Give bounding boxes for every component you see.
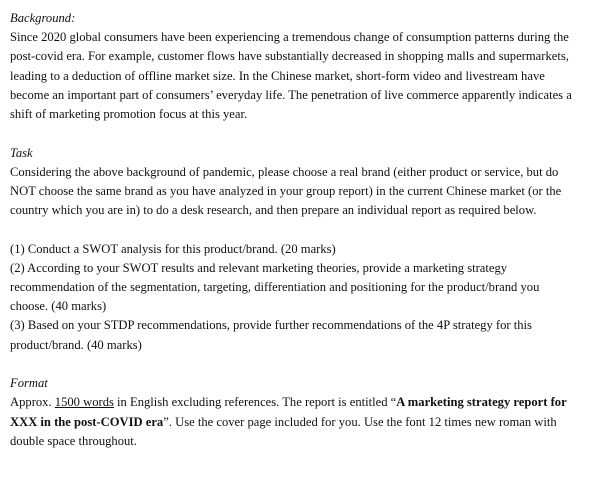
task-item-3: (3) Based on your STDP recommendations, provide further recommendations of the 4P strategy for this product/brand. (40 marks) xyxy=(10,318,532,352)
format-approx-text: Approx. xyxy=(10,395,55,410)
spacer xyxy=(10,124,576,143)
format-mid-text: in English excluding references. The report is entitled “ xyxy=(113,395,397,410)
spacer xyxy=(10,355,576,374)
spacer xyxy=(10,220,576,239)
task-heading: Task xyxy=(10,145,33,160)
format-paragraph xyxy=(10,393,576,451)
format-heading: Format xyxy=(10,376,48,391)
assignment-document xyxy=(10,9,576,451)
report-title-text: A marketing strategy report for XXX in the post-COVID era xyxy=(10,395,567,429)
background-paragraph: Since 2020 global consumers have been experiencing a tremendous change of consumption patterns during the post-covid era. For example, customer flows have substantially decreased in shopping malls and supermarkets, leading to a deduction of offline market size. In the Chinese market, short-form video and livestream have become an important part of consumers’ everyday life. The penetration of live commerce apparently indicates a shift of marketing promotion focus at this year. xyxy=(10,30,572,122)
format-end-text: ”. Use the cover page included for you. Use the font 12 times new roman with double space throughout. xyxy=(10,414,557,448)
task-item-2: (2) According to your SWOT results and relevant marketing theories, provide a marketing strategy recommendation of the segmentation, targeting, differentiation and positioning for the product/brand you choose. (40 marks) xyxy=(10,260,540,314)
word-count-text: 1500 words xyxy=(54,395,114,410)
task-intro-paragraph: Considering the above background of pandemic, please choose a real brand (either product or service, but do NOT choose the same brand as you have analyzed in your group report) in the current Chinese market (or the country which you are in) to do a desk research, and then prepare an individual report as required below. xyxy=(10,164,562,218)
background-heading: Background: xyxy=(10,11,76,25)
task-item-1: (1) Conduct a SWOT analysis for this product/brand. (20 marks) xyxy=(10,241,336,256)
